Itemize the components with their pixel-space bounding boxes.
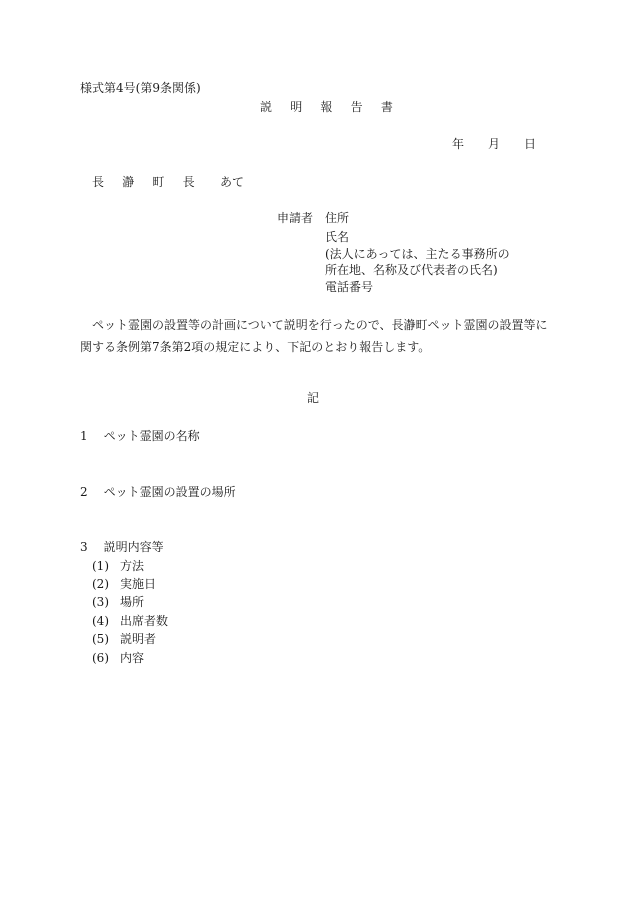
subitem-number: (5) — [92, 632, 109, 646]
subitem — [92, 560, 144, 572]
ki-heading: 記 — [307, 391, 320, 405]
section-title: 説明内容等 — [103, 540, 164, 554]
subitem-label: 方法 — [120, 559, 145, 573]
subitem-number: (6) — [92, 651, 109, 665]
section-number: 2 — [80, 485, 88, 499]
subitem — [92, 596, 144, 608]
section-1 — [80, 430, 200, 442]
applicant-note-line1: (法人にあっては、主たる事務所の — [325, 247, 510, 261]
body-paragraph: ペット霊園の設置等の計画について説明を行ったので、長瀞町ペット霊園の設置等に関する条例第7条第2項の規定により、下記のとおり報告します。 — [80, 318, 548, 354]
subitem-label: 実施日 — [120, 577, 157, 591]
subitem-label: 出席者数 — [120, 614, 169, 628]
subitem — [92, 633, 156, 645]
section-number: 1 — [80, 429, 88, 443]
section-title: ペット霊園の名称 — [103, 429, 200, 443]
subitem — [92, 578, 156, 590]
subitem-number: (3) — [92, 595, 109, 609]
applicant-phone-label: 電話番号 — [325, 280, 374, 294]
section-3 — [80, 541, 164, 553]
addressee-suffix: あて — [220, 175, 245, 189]
date-year: 年 — [452, 137, 465, 151]
subitem-label: 場所 — [120, 595, 145, 609]
applicant-address-label: 住所 — [325, 211, 350, 225]
subitem-number: (2) — [92, 577, 109, 591]
document-title: 説 明 報 告 書 — [260, 100, 401, 114]
subitem — [92, 652, 144, 664]
subitem-label: 説明者 — [120, 632, 157, 646]
addressee-name: 長 瀞 町 長 — [92, 175, 202, 189]
date-day: 日 — [524, 137, 537, 151]
subitem-number: (1) — [92, 559, 109, 573]
applicant-name-label: 氏名 — [325, 230, 350, 244]
section-title: ペット霊園の設置の場所 — [103, 485, 236, 499]
subitem-label: 内容 — [120, 651, 145, 665]
subitem-number: (4) — [92, 614, 109, 628]
applicant-note-line2: 所在地、名称及び代表者の氏名) — [325, 263, 498, 277]
form-number: 様式第4号(第9条関係) — [80, 81, 201, 95]
subitem — [92, 615, 168, 627]
applicant-label: 申請者 — [277, 211, 314, 225]
section-2 — [80, 486, 236, 498]
date-month: 月 — [488, 137, 501, 151]
section-number: 3 — [80, 540, 88, 554]
